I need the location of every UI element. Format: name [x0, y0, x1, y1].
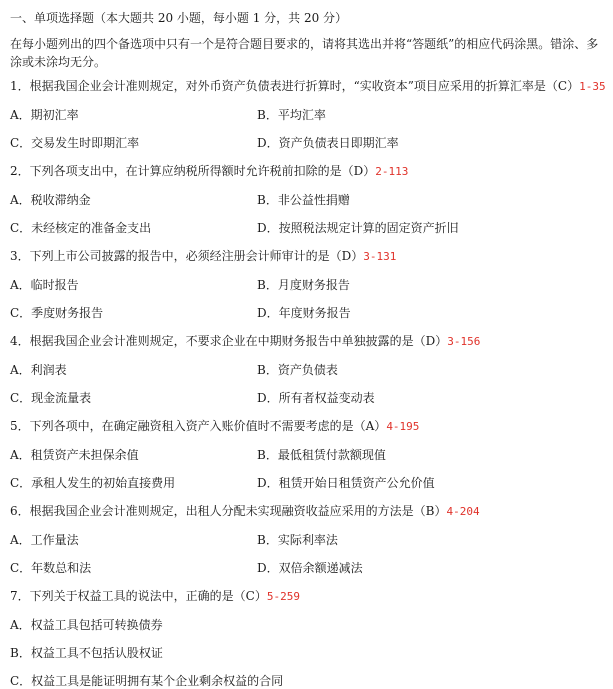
option-b: B．月度财务报告 [257, 278, 350, 292]
question-3-options [10, 277, 605, 321]
option-c: C．权益工具是能证明拥有某个企业剩余权益的合同 [10, 674, 284, 688]
question-text: 3．下列上市公司披露的报告中，必须经注册会计师审计的是（D） [10, 249, 364, 263]
option-a: A．租赁资产未担保余值 [10, 448, 139, 462]
question-1-options [10, 107, 605, 151]
option-a: A．期初汇率 [10, 108, 79, 122]
option-a: A．临时报告 [10, 278, 79, 292]
question-text: 7．下列关于权益工具的说法中，正确的是（C） [10, 589, 267, 603]
question-4-options [10, 362, 605, 406]
option-d: D．资产负债表日即期汇率 [257, 136, 399, 150]
option-d: D．按照税法规定计算的固定资产折旧 [257, 221, 459, 235]
question-2-options [10, 192, 605, 236]
option-b: B．资产负债表 [257, 363, 338, 377]
option-b: B．实际利率法 [257, 533, 338, 547]
question-ref: 4-195 [386, 420, 420, 433]
section-title: 一、单项选择题（本大题共 20 小题，每小题 1 分，共 20 分） [10, 11, 348, 25]
option-d: D．年度财务报告 [257, 306, 351, 320]
question-3 [10, 248, 605, 265]
option-c: C．现金流量表 [10, 391, 92, 405]
question-ref: 3-156 [447, 335, 481, 348]
question-text: 2．下列各项支出中，在计算应纳税所得额时允许税前扣除的是（D） [10, 164, 376, 178]
question-ref: 3-131 [363, 250, 397, 263]
question-4 [10, 333, 605, 350]
option-d: D．租赁开始日租赁资产公允价值 [257, 476, 435, 490]
option-b: B．平均汇率 [257, 108, 326, 122]
question-ref: 4-204 [446, 505, 480, 518]
option-a: A．利润表 [10, 363, 67, 377]
question-text: 1．根据我国企业会计准则规定，对外币资产负债表进行折算时，“实收资本”项目应采用的折算汇率是（C） [10, 79, 580, 93]
option-c: C．未经核定的准备金支出 [10, 221, 152, 235]
option-a: A．税收滞纳金 [10, 193, 91, 207]
question-text: 5．下列各项中，在确定融资租入资产入账价值时不需要考虑的是（A） [10, 419, 387, 433]
question-7 [10, 588, 605, 605]
option-b: B．最低租赁付款额现值 [257, 448, 386, 462]
option-a: A．工作量法 [10, 533, 79, 547]
question-text: 6．根据我国企业会计准则规定，出租人分配未实现融资收益应采用的方法是（B） [10, 504, 447, 518]
question-ref: 1-35 [579, 80, 606, 93]
question-text: 4．根据我国企业会计准则规定，不要求企业在中期财务报告中单独披露的是（D） [10, 334, 448, 348]
option-c: C．年数总和法 [10, 561, 92, 575]
question-1 [10, 78, 605, 95]
question-5-options [10, 447, 605, 491]
option-b: B．权益工具不包括认股权证 [10, 646, 163, 660]
instructions: 在每小题列出的四个备选项中只有一个是符合题目要求的，请将其选出并将“答题纸”的相应代码涂黑。错涂、多涂或未涂均无分。 [10, 37, 599, 69]
question-2 [10, 163, 605, 180]
question-6 [10, 503, 605, 520]
question-ref: 5-259 [266, 590, 300, 603]
option-b: B．非公益性捐赠 [257, 193, 350, 207]
option-c: C．承租人发生的初始直接费用 [10, 476, 176, 490]
option-c: C．交易发生时即期汇率 [10, 136, 140, 150]
question-6-options [10, 532, 605, 576]
option-d: D．所有者权益变动表 [257, 391, 375, 405]
option-c: C．季度财务报告 [10, 306, 104, 320]
question-5 [10, 418, 605, 435]
question-ref: 2-113 [375, 165, 409, 178]
option-d: D．双倍余额递减法 [257, 561, 363, 575]
option-a: A．权益工具包括可转换债券 [10, 618, 163, 632]
